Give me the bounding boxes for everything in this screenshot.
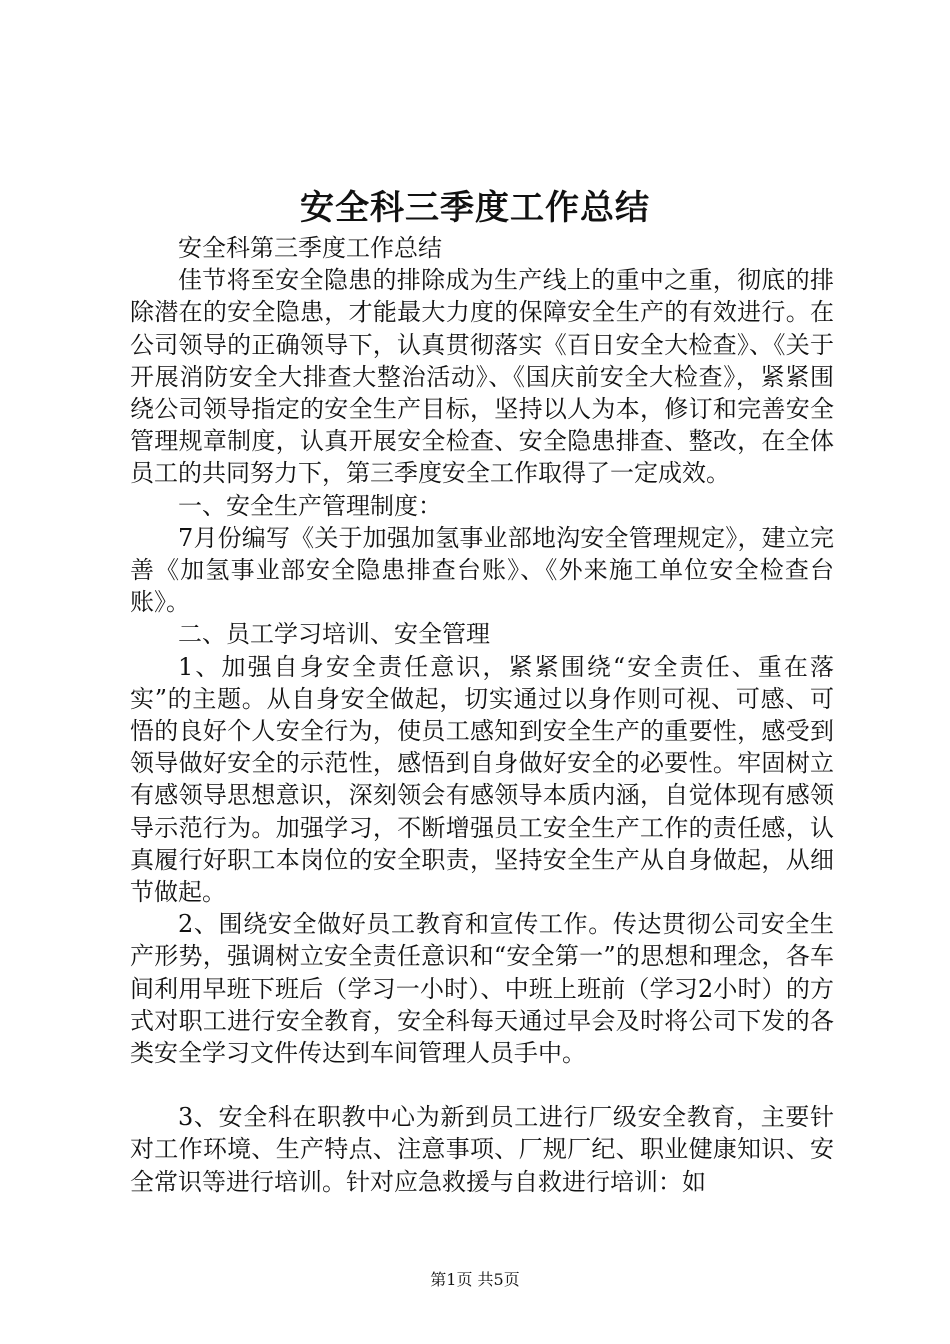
section-heading-2: 二、员工学习培训、安全管理 <box>178 620 490 649</box>
paragraph-item-1: 1、加强自身安全责任意识，紧紧围绕“安全责任、重在落实”的主题。从自身安全做起，切实通过以身作则可视、可感、可悟的良好个人安全行为，使员工感知到安全生产的重要性，感受到领导做好安全的示范性，感悟到自身做好安全的必要性。牢固树立有感领导思想意识，深刻领会有感领导本质内涵，自觉体现有感领导示范行为。加强学习，不断增强员工安全生产工作的责任感，认真履行好职工本岗位的安全职责，坚持安全生产从自身做起，从细节做起。 <box>130 652 834 907</box>
paragraph-item-2: 2、围绕安全做好员工教育和宣传工作。传达贯彻公司安全生产形势，强调树立安全责任意识和“安全第一”的思想和理念，各车间利用早班下班后（学习一小时）、中班上班前（学习2小时）的方式对职工进行安全教育，安全科每天通过早会及时将公司下发的各类安全学习文件传达到车间管理人员手中。 <box>130 910 834 1068</box>
paragraph-item-3: 3、安全科在职教中心为新到员工进行厂级安全教育，主要针对工作环境、生产特点、注意事项、厂规厂纪、职业健康知识、安全常识等进行培训。针对应急救援与自救进行培训：如 <box>130 1103 834 1196</box>
paragraph-section-1: 7月份编写《关于加强加氢事业部地沟安全管理规定》，建立完善《加氢事业部安全隐患排查台账》、《外来施工单位安全检查台账》。 <box>130 523 834 617</box>
paragraph-intro: 佳节将至安全隐患的排除成为生产线上的重中之重，彻底的排除潜在的安全隐患，才能最大力度的保障安全生产的有效进行。在公司领导的正确领导下，认真贯彻落实《百日安全大检查》、《关于开展消防安全大排查大整治活动》、《国庆前安全大检查》，紧紧围绕公司领导指定的安全生产目标，坚持以人为本，修订和完善安全管理规章制度，认真开展安全检查、安全隐患排查、整改，在全体员工的共同努力下，第三季度安全工作取得了一定成效。 <box>130 266 834 488</box>
paragraph-subtitle: 安全科第三季度工作总结 <box>178 234 442 262</box>
section-heading-1: 一、安全生产管理制度： <box>178 491 442 520</box>
document-title: 安全科三季度工作总结 <box>300 188 650 228</box>
document-body <box>130 232 834 1198</box>
page-footer: 第1页 共5页 <box>430 1270 520 1289</box>
